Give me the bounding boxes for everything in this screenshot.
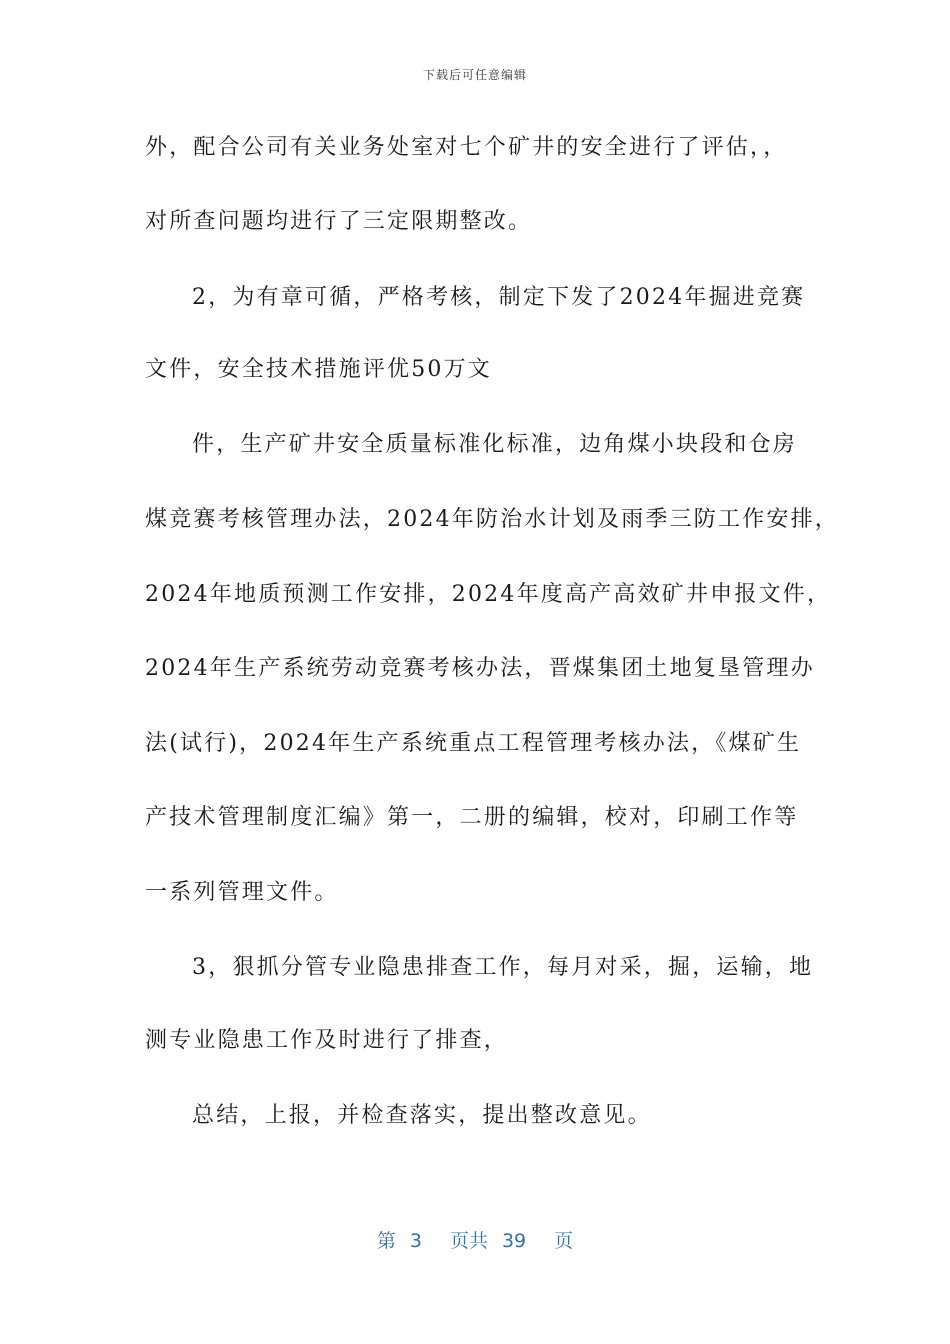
body-line: 一系列管理文件。 [145,880,339,905]
body-line: 测专业隐患工作及时进行了排查， [145,1028,509,1053]
body-line: 2024年地质预测工作安排，2024年度高产高效矿井申报文件， [145,582,832,607]
body-line: 2024年生产系统劳动竞赛考核办法，晋煤集团土地复垦管理办 [145,656,815,681]
body-line: 文件，安全技术措施评优50万文 [145,357,492,382]
body-line: 件，生产矿井安全质量标准化标准，边角煤小块段和仓房 [192,432,798,457]
page-header: 下载后可任意编辑 [422,68,527,82]
body-line: 外，配合公司有关业务处室对七个矿井的安全进行了评估，， [145,135,788,160]
body-line: 法(试行)，2024年生产系统重点工程管理考核办法，《煤矿生 [145,731,802,756]
page-footer [0,1226,950,1253]
footer-suffix: 页 [554,1230,574,1252]
body-line: 产技术管理制度汇编》第一，二册的编辑，校对，印刷工作等 [145,805,799,830]
body-line: 煤竞赛考核管理办法，2024年防治水计划及雨季三防工作安排， [145,507,839,532]
body-line: 对所查问题均进行了三定限期整改。 [145,209,533,234]
footer-middle: 页共 [449,1230,488,1252]
current-page-number: 3 [409,1230,422,1252]
total-page-number: 39 [501,1230,527,1252]
body-line: 2，为有章可循，严格考核，制定下发了2024年掘进竞赛 [192,285,806,310]
body-line: 3，狠抓分管专业隐患排查工作，每月对采，掘，运输，地 [192,955,814,980]
footer-prefix: 第 [376,1230,396,1252]
body-line: 总结，上报，并检查落实，提出整改意见。 [192,1103,652,1128]
